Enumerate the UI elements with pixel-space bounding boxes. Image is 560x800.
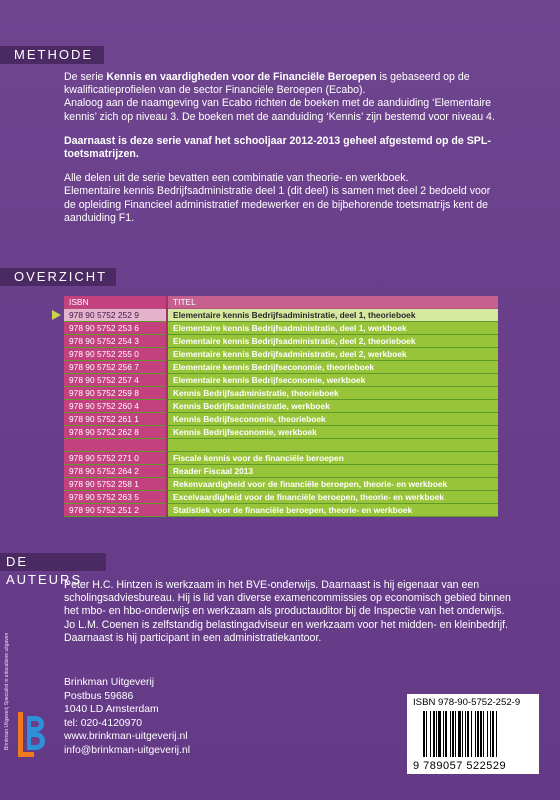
overview-table <box>64 296 498 517</box>
title-cell: Kennis Bedrijfsadministratie, werkboek <box>167 400 498 413</box>
title-cell: Elementaire kennis Bedrijfsadministratie, deel 1, theorieboek <box>167 309 498 322</box>
table-row <box>64 413 498 426</box>
isbn-cell: 978 90 5752 253 6 <box>64 322 167 335</box>
methode-paragraph-3: Daarnaast is deze serie vanaf het schooljaar 2012-2013 geheel afgestemd op de SPL-toetsmatrijzen. <box>64 134 491 161</box>
barcode-bars <box>423 711 531 757</box>
table-header-row <box>64 296 498 309</box>
isbn-cell: 978 90 5752 263 5 <box>64 491 167 504</box>
publisher-contact <box>64 676 190 758</box>
title-cell: Fiscale kennis voor de financiële beroepen <box>167 452 498 465</box>
selected-row-arrow-icon <box>52 310 61 320</box>
isbn-cell: 978 90 5752 256 7 <box>64 361 167 374</box>
table-row <box>64 309 498 322</box>
table-row <box>64 335 498 348</box>
isbn-cell: 978 90 5752 264 2 <box>64 465 167 478</box>
barcode-isbn-label: ISBN 978-90-5752-252-9 <box>413 697 521 708</box>
table-row <box>64 452 498 465</box>
isbn-cell: 978 90 5752 258 1 <box>64 478 167 491</box>
table-row <box>64 478 498 491</box>
barcode <box>407 694 539 774</box>
table-row <box>64 439 498 452</box>
title-cell: Statistiek voor de financiële beroepen, theorie- en werkboek <box>167 504 498 517</box>
methode-paragraph-2: Analoog aan de naamgeving van Ecabo richten de boeken met de aanduiding ‘Elementaire kennis’ zich op niveau 3. De boeken met de aanduiding ‘Kennis’ zijn bestemd voor niveau 4. <box>64 97 495 123</box>
title-cell: Kennis Bedrijfsadministratie, theorieboek <box>167 387 498 400</box>
title-cell: Excelvaardigheid voor de financiële beroepen, theorie- en werkboek <box>167 491 498 504</box>
isbn-cell: 978 90 5752 251 2 <box>64 504 167 517</box>
table-row <box>64 348 498 361</box>
publisher-name: Brinkman Uitgeverij <box>64 677 155 688</box>
publisher-email[interactable]: info@brinkman-uitgeverij.nl <box>64 744 191 756</box>
title-cell: Kennis Bedrijfseconomie, werkboek <box>167 426 498 439</box>
table-row <box>64 361 498 374</box>
spine-imprint: Brinkman Uitgeverij Specialist in educatieve uitgaven <box>4 632 10 750</box>
auteurs-paragraph-2: Jo L.M. Coenen is zelfstandig belastingadviseur en werkzaam voor het midden- en kleinbedrijf. Daarnaast is hij participant in een administratiekantoor. <box>64 618 508 644</box>
table-row <box>64 322 498 335</box>
title-cell: Elementaire kennis Bedrijfseconomie, theorieboek <box>167 361 498 374</box>
isbn-cell: 978 90 5752 255 0 <box>64 348 167 361</box>
publisher-city: 1040 LD Amsterdam <box>64 704 159 716</box>
publisher-postbox: Postbus 59686 <box>64 690 134 702</box>
isbn-cell: 978 90 5752 252 9 <box>64 309 167 322</box>
table-row <box>64 387 498 400</box>
title-cell: Elementaire kennis Bedrijfsadministratie, deel 2, werkboek <box>167 348 498 361</box>
table-row <box>64 374 498 387</box>
title-cell: Elementaire kennis Bedrijfsadministratie, deel 2, theorieboek <box>167 335 498 348</box>
table-row <box>64 465 498 478</box>
auteurs-paragraph-1: Peter H.C. Hintzen is werkzaam in het BVE-onderwijs. Daarnaast is hij eigenaar van een scholingsadviesbureau. Hij is lid van diverse examencommissies op economisch gebied binnen het mbo- en hbo-onderwijs en werkzaam als productauditor bij de Inspectie van het onderwijs. <box>64 579 511 618</box>
table-row <box>64 426 498 439</box>
methode-paragraph-1: De serie Kennis en vaardigheden voor de Financiële Beroepen is gebaseerd op de kwalificatieprofielen van de sector Financiële Beroepen (Ecabo). <box>64 71 470 97</box>
isbn-cell: 978 90 5752 261 1 <box>64 413 167 426</box>
table-row <box>64 491 498 504</box>
title-cell: Kennis Bedrijfseconomie, theorieboek <box>167 413 498 426</box>
title-cell: Elementaire kennis Bedrijfsadministratie, deel 1, werkboek <box>167 322 498 335</box>
table-row <box>64 504 498 517</box>
column-header-isbn: ISBN <box>64 296 167 309</box>
methode-paragraph-4: Alle delen uit de serie bevatten een combinatie van theorie- en werkboek. <box>64 172 409 185</box>
isbn-cell: 978 90 5752 257 4 <box>64 374 167 387</box>
publisher-phone: tel: 020-4120970 <box>64 717 142 729</box>
title-cell: Reader Fiscaal 2013 <box>167 465 498 478</box>
isbn-cell: 978 90 5752 254 3 <box>64 335 167 348</box>
title-cell <box>167 439 498 452</box>
isbn-cell: 978 90 5752 259 8 <box>64 387 167 400</box>
isbn-cell: 978 90 5752 260 4 <box>64 400 167 413</box>
publisher-website[interactable]: www.brinkman-uitgeverij.nl <box>64 731 188 743</box>
section-header-methode: METHODE <box>0 46 104 64</box>
isbn-cell: 978 90 5752 262 8 <box>64 426 167 439</box>
title-cell: Rekenvaardigheid voor de financiële beroepen, theorie- en werkboek <box>167 478 498 491</box>
section-header-auteurs: DE AUTEURS <box>0 553 106 571</box>
methode-paragraph-5: Elementaire kennis Bedrijfsadministratie deel 1 (dit deel) is samen met deel 2 bedoeld voor de opleiding Financieel administratief medewerker en de bijbehorende toetsmatrijs kent de aanduiding F1. <box>64 185 491 224</box>
title-cell: Elementaire kennis Bedrijfseconomie, werkboek <box>167 374 498 387</box>
brinkman-logo-icon <box>18 712 48 772</box>
barcode-digits: 9 789057 522529 <box>413 760 507 772</box>
methode-text <box>64 71 504 225</box>
column-header-titel: TITEL <box>167 296 498 309</box>
table-row <box>64 400 498 413</box>
isbn-cell <box>64 439 167 452</box>
auteurs-text <box>64 579 514 645</box>
isbn-cell: 978 90 5752 271 0 <box>64 452 167 465</box>
section-header-overzicht: OVERZICHT <box>0 268 116 286</box>
